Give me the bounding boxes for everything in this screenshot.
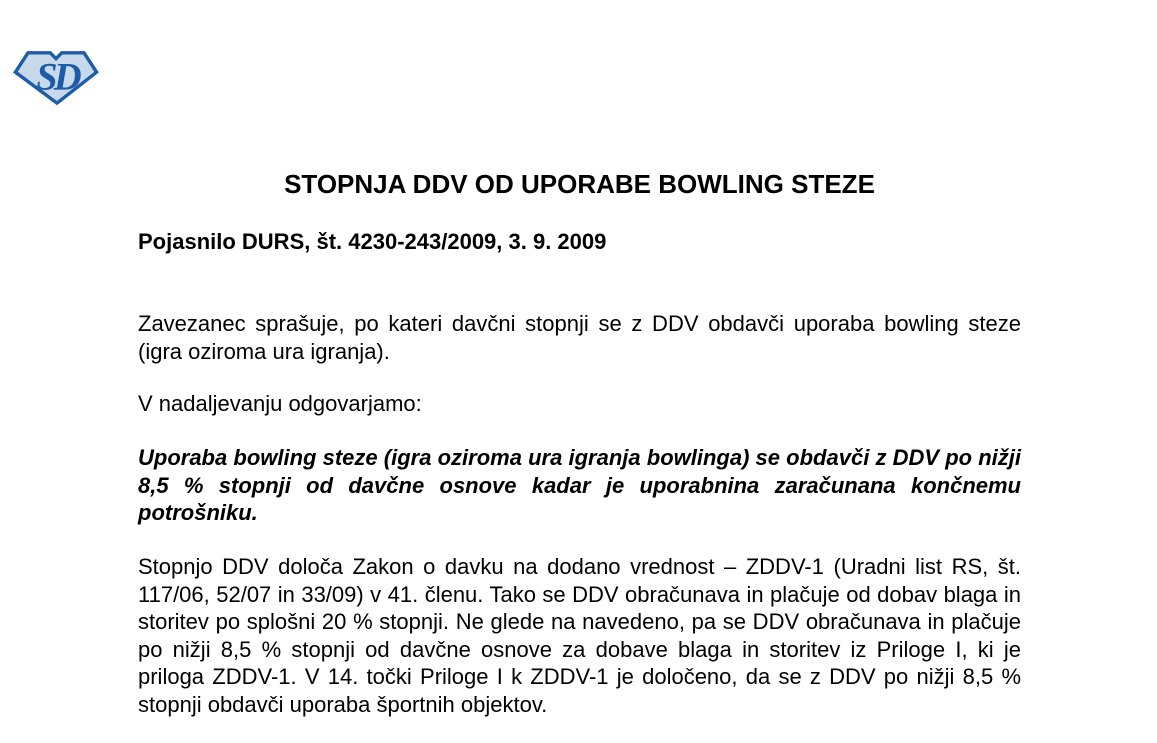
paragraph-answer-emphasis: Uporaba bowling steze (igra oziroma ura igranja bowlinga) se obdavči z DDV po nižji 8,5 % stopnji od davčne osnove kadar je uporabnina zaračunana končnemu potrošniku. [138, 445, 1021, 525]
paragraph-taxpayer-question: Zavezanec sprašuje, po kateri davčni stopnji se z DDV obdavči uporaba bowling steze (igra oziroma ura igranja). [138, 311, 1021, 364]
document-reference-line: Pojasnilo DURS, št. 4230-243/2009, 3. 9. 2009 [138, 229, 607, 254]
sd-diamond-logo-icon [12, 48, 100, 106]
document-title: STOPNJA DDV OD UPORABE BOWLING STEZE [284, 169, 875, 199]
paragraph-answer-intro: V nadaljevanju odgovarjamo: [138, 391, 422, 416]
paragraph-legal-explanation: Stopnjo DDV določa Zakon o davku na dodano vrednost – ZDDV-1 (Uradni list RS, št. 117/06, 52/07 in 33/09) v 41. členu. Tako se DDV obračunava in plačuje od dobav blaga in storitev po splošni 20 % stopnji. Ne glede na navedeno, pa se DDV obračunava in plačuje po nižji 8,5 % stopnji od davčne osnove za dobave blaga in storitev iz Priloge I, ki je priloga ZDDV-1. V 14. točki Priloge I k ZDDV-1 je določeno, da se z DDV po nižji 8,5 % stopnji obdavči uporaba športnih objektov. [138, 554, 1021, 717]
logo-letters: SD [36, 56, 78, 99]
